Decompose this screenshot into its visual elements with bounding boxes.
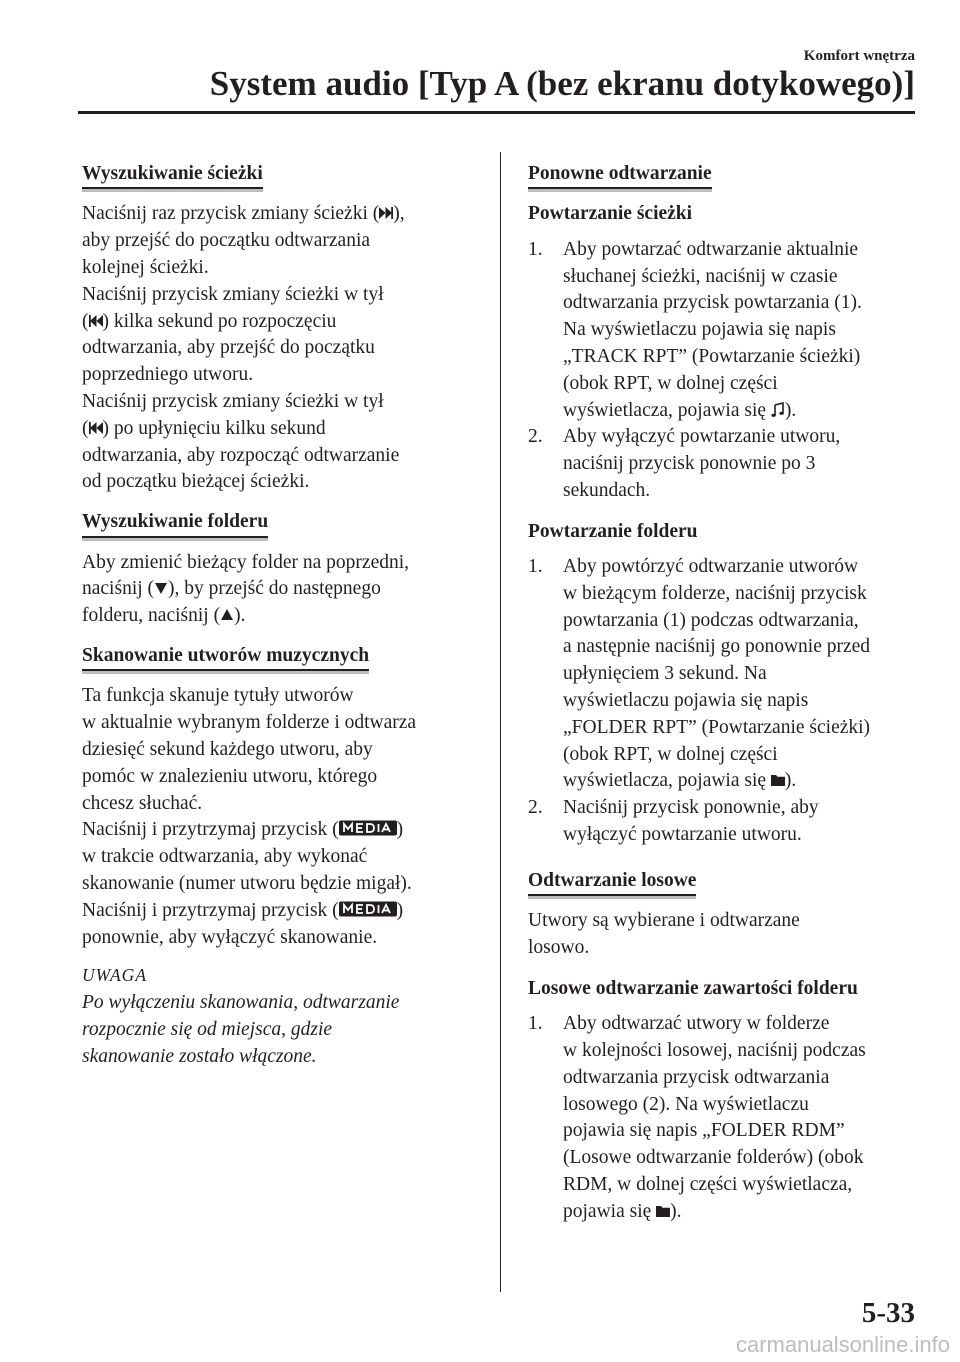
random-heading: Odtwarzanie losowe (528, 869, 696, 896)
repeat-heading: Ponowne odtwarzanie (528, 162, 712, 189)
list-item: 2. Naciśnij przycisk ponownie, aby wyłączyć powtarzanie utworu. (528, 797, 819, 846)
page-title: System audio [Typ A (bez ekranu dotykowego)] (209, 64, 915, 103)
folder-icon (656, 1203, 670, 1219)
left-column (82, 162, 477, 1071)
folder-search-paragraph: Aby zmienić bieżący folder na poprzedni, naciśnij ( ), by przejść do następnego folderu, naciśnij ( ). (82, 551, 410, 627)
random-paragraph: Utwory są wybierane i odtwarzane losowo. (528, 910, 800, 958)
list-item: 1. Aby odtwarzać utwory w folderze w kolejności losowej, naciśnij podczas odtwarzania przycisk odtwarzania losowego (2). Na wyświetlaczu pojawia się napis „FOLDER RDM” (Losowe odtwarzanie folderów) (obok RDM, w dolnej części wyświetlacza, pojawia się ). (528, 1013, 866, 1222)
note-text: Po wyłączeniu skanowania, odtwarzanie rozpocznie się od miejsca, gdzie skanowanie zostało włączone. (82, 992, 400, 1067)
column-divider (500, 152, 501, 1292)
media-button-icon (339, 901, 397, 917)
scan-heading: Skanowanie utworów muzycznych (82, 644, 369, 671)
media-button-icon (339, 820, 397, 836)
down-triangle-icon (154, 580, 168, 596)
page-number: 5-33 (861, 1297, 915, 1329)
list-item: 2. Aby wyłączyć powtarzanie utworu, naciśnij przycisk ponownie po 3 sekundach. (528, 426, 841, 501)
list-item: 1. Aby powtarzać odtwarzanie aktualnie słuchanej ścieżki, naciśnij w czasie odtwarzania przycisk powtarzania (1). Na wyświetlaczu pojawia się napis „TRACK RPT” (Powtarzanie ścieżki) (obok RPT, w dolnej części wyświetlacza, pojawia się ). (528, 238, 862, 421)
folder-icon (771, 772, 785, 788)
header-rule (78, 111, 915, 114)
folder-search-heading: Wyszukiwanie folderu (82, 510, 268, 537)
track-repeat-steps (528, 237, 923, 505)
random-folder-subheading: Losowe odtwarzanie zawartości folderu (528, 977, 858, 999)
folder-repeat-subheading: Powtarzanie folderu (528, 520, 698, 542)
up-triangle-icon (220, 607, 234, 623)
track-back-icon (89, 313, 103, 329)
track-repeat-subheading: Powtarzanie ścieżki (528, 203, 693, 225)
track-forward-icon (379, 205, 393, 221)
folder-repeat-steps (528, 554, 923, 849)
music-note-icon (771, 402, 785, 418)
note-title: UWAGA (82, 965, 148, 986)
scan-paragraph: Ta funkcja skanuje tytuły utworów w aktualnie wybranym folderze i odtwarza dziesięć sekund każdego utworu, aby pomóc w znalezieniu utworu, którego chcesz słuchać. Naciśnij i przytrzymaj przycisk ( ) w trakcie odtwarzania, aby wykonać skanowanie (numer utworu będzie migał). Naciśnij i przytrzymaj przycisk ( ) ponownie, aby wyłączyć skanowanie. (82, 685, 417, 948)
random-folder-steps (528, 1011, 923, 1225)
track-back-icon (89, 420, 103, 436)
list-item: 1. Aby powtórzyć odtwarzanie utworów w bieżącym folderze, naciśnij przycisk powtarzania (1) podczas odtwarzania, a następnie naciśnij go ponownie przed upłynięciem 3 sekund. Na wyświetlaczu pojawia się napis „FOLDER RPT” (Powtarzanie ścieżki) (obok RPT, w dolnej części wyświetlacza, pojawia się ). (528, 556, 871, 792)
watermark: carmanualsonline.info (735, 1332, 950, 1357)
track-search-paragraph: Naciśnij raz przycisk zmiany ścieżki ( ), aby przejść do początku odtwarzania kolejnej ścieżki. Naciśnij przycisk zmiany ścieżki w tył ( ) kilka sekund po rozpoczęciu odtwarzania, aby przejść do początku poprzedniego utworu. Naciśnij przycisk zmiany ścieżki w tył ( ) po upłynięciu kilku sekund odtwarzania, aby rozpocząć odtwarzanie od początku bieżącej ścieżki. (82, 203, 405, 493)
header-section-label: Komfort wnętrza (803, 48, 915, 64)
right-column (528, 162, 923, 1240)
track-search-heading: Wyszukiwanie ścieżki (82, 162, 263, 189)
